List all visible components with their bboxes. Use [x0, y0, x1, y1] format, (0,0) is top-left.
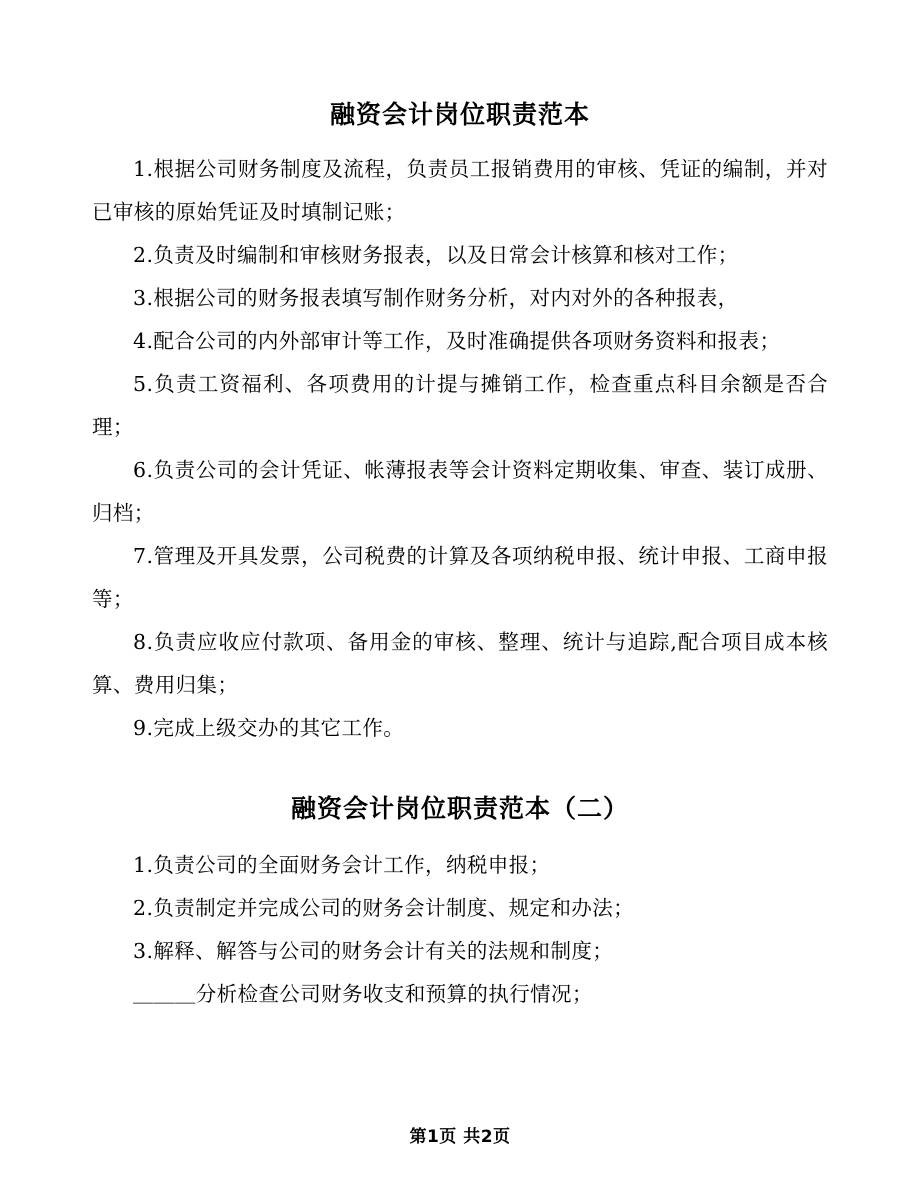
paragraph: 1.负责公司的全面财务会计工作，纳税申报； [133, 852, 551, 877]
paragraph: 1.根据公司财务制度及流程，负责员工报销费用的审核、凭证的编制，并对已审核的原始凭证及时填制记账； [92, 156, 828, 224]
paragraph: 6.负责公司的会计凭证、帐薄报表等会计资料定期收集、审查、装订成册、归档； [92, 457, 828, 525]
paragraph: 9.完成上级交办的其它工作。 [133, 716, 405, 741]
paragraph: 3.根据公司的财务报表填写制作财务分析，对内对外的各种报表， [133, 285, 739, 310]
paragraph: 4.配合公司的内外部审计等工作，及时准确提供各项财务资料和报表； [133, 328, 781, 353]
paragraph: ＿＿＿分析检查公司财务收支和预算的执行情况； [133, 981, 593, 1006]
paragraph: 2.负责及时编制和审核财务报表，以及日常会计核算和核对工作； [133, 242, 739, 267]
paragraph: 8.负责应收应付款项、备用金的审核、整理、统计与追踪,配合项目成本核算、费用归集； [92, 630, 828, 698]
paragraph: 3.解释、解答与公司的财务会计有关的法规和制度； [133, 938, 614, 963]
page-title: 融资会计岗位职责范本 [329, 100, 590, 129]
paragraph: 5.负责工资福利、各项费用的计提与摊销工作，检查重点科目余额是否合理； [92, 371, 828, 439]
page-footer: 第1页 共2页 [409, 1127, 511, 1147]
section-heading: 融资会计岗位职责范本（二） [290, 794, 629, 824]
paragraph: 7.管理及开具发票，公司税费的计算及各项纳税申报、统计申报、工商申报等； [92, 543, 828, 611]
paragraph: 2.负责制定并完成公司的财务会计制度、规定和办法； [133, 895, 635, 920]
